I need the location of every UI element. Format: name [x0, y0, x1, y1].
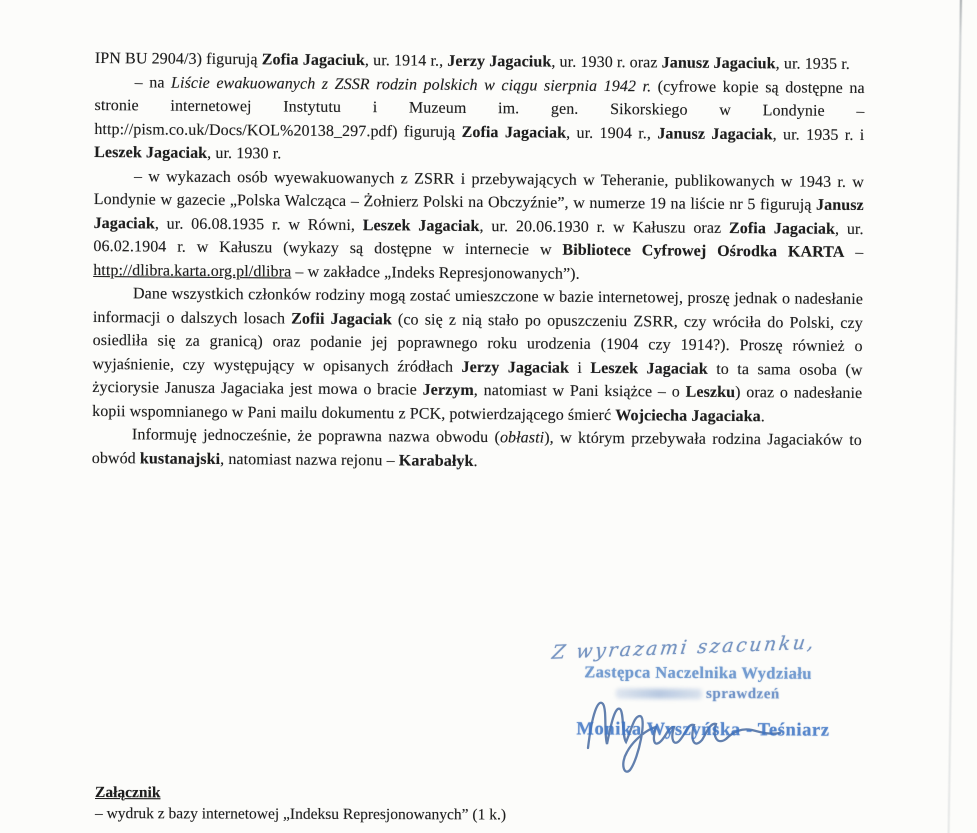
attachment-heading: Załącznik	[95, 784, 161, 802]
letter-body-text	[92, 47, 865, 476]
paragraph-5: Informuję jednocześnie, że poprawna nazwa obwodu (obłasti), w którym przebywała rodzina Jagaciaków to obwód kustanajski, natomiast nazwa rejonu – Karabałyk.	[91, 426, 862, 470]
attachment-block	[95, 782, 655, 826]
attachment-item: – wydruk z bazy internetowej „Indeksu Represjonowanych” (1 k.)	[94, 805, 507, 824]
paragraph-4: Dane wszystkich członków rodziny mogą zostać umieszczone w bazie internetowej, proszę jednak o nadesłanie informacji o dalszych losach Zofii Jagaciak (co się z nią stało po opuszczeniu ZSRR, czy wróciła do Polski, czy osiedliła się za granicą) oraz podanie jej poprawnego roku urodzenia (1904 czy 1914?). Proszę również o wyjaśnienie, czy występujący w opisanych źródłach Jerzy Jagaciak i Leszek Jagaciak to ta sama osoba (w życiorysie Janusza Jagaciaka jest mowa o bracie Jerzym, natomiast w Pani książce – o Leszku) oraz o nadesłanie kopii wspomnianego w Pani mailu dokumentu z PCK, potwierdzającego śmierć Wojciecha Jagaciaka.	[92, 285, 864, 425]
stamp-text-fragment: sprawdzeń	[706, 685, 780, 703]
paragraph-1: IPN BU 2904/3) figurują Zofia Jagaciuk, ur. 1914 r., Jerzy Jagaciuk, ur. 1930 r. oraz Janusz Jagaciuk, ur. 1935 r.	[94, 49, 850, 73]
signature-block	[538, 631, 868, 776]
paragraph-2: – na Liście ewakuowanych z ZSSR rodzin polskich w ciągu sierpnia 1942 r. (cyfrowe kopie są dostępne na stronie internetowej Instytutu i Muzeum im. gen. Sikorskiego w Londynie – http://pism.co.uk/Docs/KOL%20138_297.pdf) figurują Zofia Jagaciak, ur. 1904 r., Janusz Jagaciak, ur. 1935 r. i Leszek Jagaciak, ur. 1930 r.	[94, 73, 865, 163]
handwritten-closing: Z wyrazami szacunku,	[550, 631, 818, 664]
paragraph-3: – w wykazach osób wyewakuowanych z ZSRR i przebywających w Teheranie, publikowanych w 1943 r. w Londynie w gazecie „Polska Walcząca – Żołnierz Polski na Obczyźnie”, w numerze 19 na liście nr 5 figurują Janusz Jagaciak, ur. 06.08.1935 r. w Równi, Leszek Jagaciak, ur. 20.06.1930 r. w Kałuszu oraz Zofia Jagaciak, ur. 06.02.1904 r. w Kałuszu (wykazy są dostępne w internecie w Bibliotece Cyfrowej Ośrodka KARTA – http://dlibra.karta.org.pl/dlibra – w zakładce „Indeks Represjonowanych”).	[93, 167, 865, 283]
scan-artifact-line	[947, 0, 962, 833]
official-title-stamp-line1: Zastępca Naczelnika Wydziału	[584, 662, 812, 683]
name-stamp: Monika Wyszyńska - Teśniarz	[576, 719, 830, 741]
